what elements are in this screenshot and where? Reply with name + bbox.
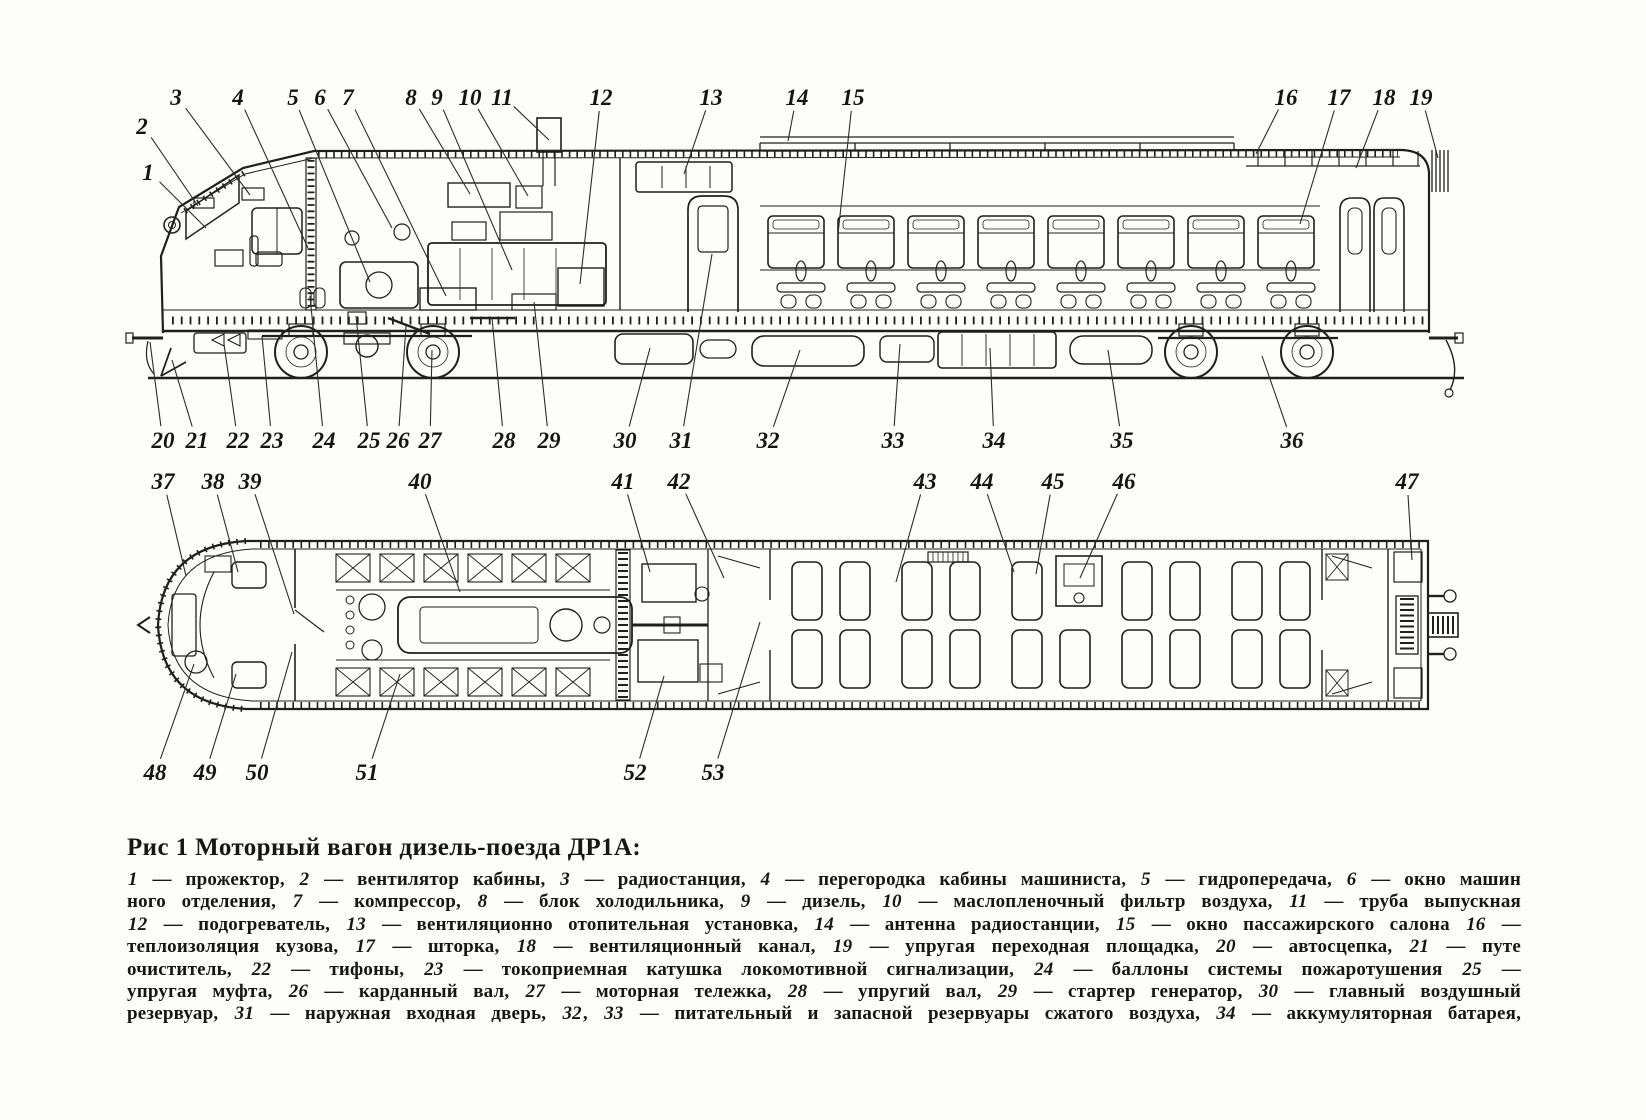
callout-leader (684, 110, 706, 174)
callout-number: 35 (1110, 428, 1134, 453)
callout-number: 30 (613, 428, 637, 453)
callout-leader (629, 348, 650, 426)
figure-caption-line: очиститель, 22 — тифоны, 23 — токоприемная катушка локомотивной сигнализации, 24 — баллоны системы пожаротушения 25 — (127, 958, 1521, 980)
callout-number: 41 (611, 469, 635, 494)
control-console (172, 594, 196, 656)
callout-leader (399, 326, 406, 426)
callout-number: 13 (699, 85, 723, 110)
saloon-benches (792, 562, 1310, 688)
callout-leader (255, 494, 294, 614)
battery-box (938, 332, 1056, 368)
figure-caption (127, 834, 1521, 1026)
callout-leader (186, 108, 250, 195)
diesel-engine-plan (398, 597, 632, 653)
callout-number: 1 (142, 160, 154, 185)
callout-number: 21 (185, 428, 209, 453)
callout-leader (167, 495, 186, 576)
callout-number: 49 (193, 760, 217, 785)
callout-number: 18 (1372, 85, 1396, 110)
callout-number: 23 (260, 428, 284, 453)
callout-leader (1036, 495, 1050, 574)
cab-seat (232, 662, 266, 688)
radiator-block (448, 183, 510, 207)
nose-arrow (138, 617, 150, 633)
callout-leader (534, 302, 547, 426)
figure-caption-line: резервуар, 31 — наружная входная дверь, 32, 33 — питательный и запасной резервуары сжатого воздуха, 34 — аккумуляторная батарея, (127, 1003, 1522, 1025)
callout-number: 28 (492, 428, 516, 453)
callout-leader (1300, 110, 1334, 224)
callout-leader (718, 622, 760, 759)
callout-number: 46 (1112, 469, 1136, 494)
vent-heating-unit (636, 162, 732, 192)
fuel-tank (1070, 336, 1152, 364)
callout-leader (896, 494, 921, 582)
figure-caption-line: 1 — прожектор, 2 — вентилятор кабины, 3 — радиостанция, 4 — перегородка кабины машиниста, 5 — гидропередача, 6 — окно машин (128, 869, 1521, 890)
callout-leader (1262, 356, 1287, 427)
callout-number: 25 (357, 428, 381, 453)
callout-number: 10 (458, 85, 482, 110)
figure-caption-line: ного отделения, 7 — компрессор, 8 — блок холодильника, 9 — дизель, 10 — маслопленочный фильтр воздуха, 11 — труба выпускная (127, 891, 1522, 913)
machine-room-hatches (336, 554, 590, 696)
callout-leader (172, 360, 192, 427)
figure-caption-line: 12 — подогреватель, 13 — вентиляционно отопительная установка, 14 — антенна радиостанции, 15 — окно пассажирского салона 16 — (128, 913, 1521, 935)
callout-leader (773, 350, 800, 427)
callout-leader (1356, 110, 1378, 168)
plan-view-drawing (138, 541, 1458, 709)
roof-antenna (760, 137, 1234, 151)
callout-number: 5 (287, 85, 299, 110)
callout-leader (1108, 350, 1120, 426)
callout-leader (245, 110, 308, 248)
callout-number: 42 (667, 469, 691, 494)
callout-number: 8 (405, 85, 417, 110)
callout-number: 32 (756, 428, 780, 453)
track-cleaner (161, 348, 186, 376)
callout-leader (310, 296, 322, 426)
callout-number: 2 (136, 114, 148, 139)
callout-number: 48 (143, 760, 167, 785)
figure-caption-line: упругая муфта, 26 — карданный вал, 27 — моторная тележка, 28 — упругий вал, 29 — стартер генератор, 30 — главный воздушный (127, 981, 1522, 1003)
entrance-door-plan (718, 556, 760, 694)
callout-leader (894, 344, 900, 426)
callout-leader (151, 137, 198, 206)
air-reservoir (752, 336, 864, 366)
callout-number: 40 (408, 469, 432, 494)
callout-leader (224, 344, 236, 426)
callout-number: 3 (170, 85, 182, 110)
cab-seat (232, 562, 266, 588)
callout-number: 51 (355, 760, 379, 785)
callout-number: 16 (1274, 85, 1298, 110)
callout-number: 50 (245, 760, 269, 785)
callout-leader (430, 350, 432, 426)
callout-leader (372, 674, 400, 759)
callout-leader (990, 348, 993, 426)
callout-number: 20 (151, 428, 175, 453)
callout-leader (217, 494, 238, 572)
hydraulic-transmission (340, 262, 418, 308)
callout-number: 22 (226, 428, 250, 453)
rear-door-leaf (1374, 198, 1404, 312)
callout-number: 38 (201, 469, 225, 494)
callout-number: 31 (669, 428, 693, 453)
callout-number: 53 (701, 760, 725, 785)
callout-number: 11 (491, 85, 513, 110)
callout-number: 36 (1280, 428, 1304, 453)
callout-leader (160, 182, 206, 228)
oil-filter (516, 186, 542, 208)
rear-door-plan (1332, 556, 1372, 694)
callout-leader (1256, 109, 1279, 154)
callout-number: 15 (841, 85, 865, 110)
callout-layer (135, 85, 1438, 785)
callout-number: 43 (913, 469, 937, 494)
callout-number: 39 (238, 469, 262, 494)
callout-number: 26 (386, 428, 410, 453)
callout-leader (580, 111, 599, 284)
diesel-engine (428, 243, 606, 305)
callout-number: 29 (537, 428, 561, 453)
callout-number: 14 (785, 85, 809, 110)
callout-leader (1408, 495, 1412, 560)
callout-number: 6 (314, 85, 326, 110)
callout-number: 7 (342, 85, 354, 110)
callout-number: 9 (431, 85, 443, 110)
callout-number: 4 (232, 85, 244, 110)
figure-caption-title: Рис 1 Моторный вагон дизель-поезда ДР1А: (127, 834, 642, 861)
callout-number: 34 (982, 428, 1006, 453)
callout-leader (987, 494, 1014, 572)
callout-leader (355, 110, 446, 296)
callout-leader (210, 674, 236, 759)
figure-caption-line: теплоизоляция кузова, 17 — шторка, 18 — вентиляционный канал, 19 — упругая переходная площадка, 20 — автосцепка, 21 — путе (127, 936, 1521, 958)
callout-number: 12 (589, 85, 613, 110)
side-view-drawing (126, 118, 1464, 397)
callout-number: 19 (1409, 85, 1433, 110)
horns (212, 334, 240, 346)
callout-number: 17 (1327, 85, 1351, 110)
vent-channel-rail (1246, 151, 1420, 166)
callout-leader (628, 494, 650, 572)
callout-number: 37 (151, 469, 175, 494)
rear-door-leaf (1340, 198, 1370, 312)
saloon-windows (768, 216, 1314, 268)
callout-leader (150, 342, 161, 426)
callout-leader (328, 109, 392, 228)
callout-leader (160, 664, 194, 759)
callout-number: 27 (418, 428, 442, 453)
callout-number: 52 (623, 760, 647, 785)
roof-insulation-hatch (318, 154, 1398, 155)
callout-number: 44 (970, 469, 994, 494)
callout-leader (492, 318, 502, 426)
air-reservoir (880, 336, 934, 362)
entrance-door (688, 196, 738, 312)
callout-number: 45 (1041, 469, 1065, 494)
callout-number: 33 (881, 428, 905, 453)
radio-set (242, 188, 264, 200)
main-air-reservoir (615, 334, 693, 364)
callout-leader (640, 676, 664, 759)
callout-number: 47 (1395, 469, 1419, 494)
callout-leader (443, 110, 512, 270)
cab-door-leaf (295, 610, 324, 632)
exhaust-stack (537, 118, 561, 152)
callout-leader (514, 106, 549, 140)
transition-platform (1432, 150, 1448, 192)
callout-number: 24 (312, 428, 336, 453)
callout-leader (686, 494, 724, 578)
callout-leader (1080, 494, 1117, 578)
callout-leader (262, 336, 270, 426)
